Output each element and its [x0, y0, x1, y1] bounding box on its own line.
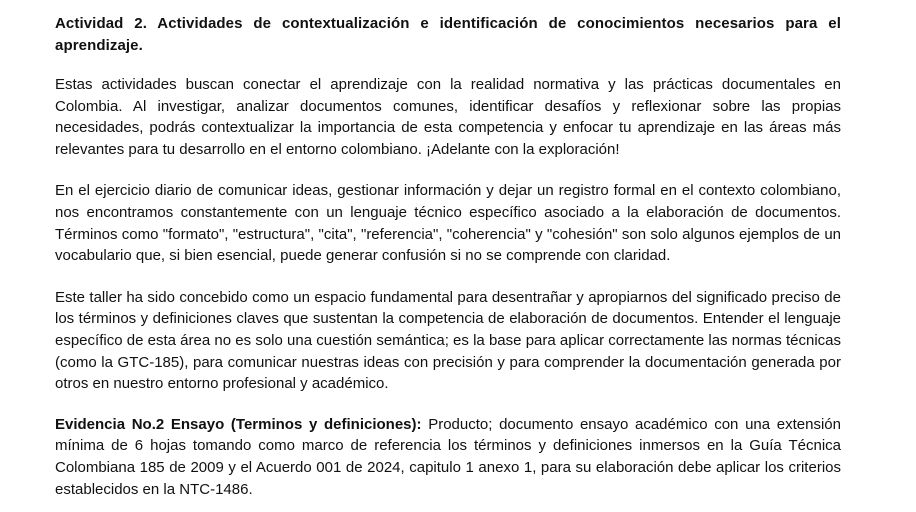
activity-heading: Actividad 2. Actividades de contextualización e identificación de conocimientos necesarios para el aprendizaje. [55, 15, 841, 54]
context-paragraph: En el ejercicio diario de comunicar ideas, gestionar información y dejar un registro formal en el contexto colombiano, nos encontramos constantemente con un lenguaje técnico específico asociado a la elaboración de documentos. Términos como "formato", "estructura", "cita", "referencia", "coherencia" y "cohesión" son solo algunos ejemplos de un vocabulario que, si bien esencial, puede generar confusión si no se comprende con claridad. [55, 182, 841, 265]
workshop-paragraph: Este taller ha sido concebido como un espacio fundamental para desentrañar y apropiarnos del significado preciso de los términos y definiciones claves que sustentan la competencia de elaboración de documentos. Entender el lenguaje específico de esta área no es solo una cuestión semántica; es la base para aplicar correctamente las normas técnicas (como la GTC-185), para comunicar nuestras ideas con precisión y para comprender la documentación generada por otros en nuestro entorno profesional y académico. [55, 288, 841, 393]
evidence-paragraph [55, 414, 841, 500]
document-page [55, 13, 841, 500]
intro-paragraph: Estas actividades buscan conectar el aprendizaje con la realidad normativa y las prácticas documentales en Colombia. Al investigar, analizar documentos comunes, identificar desafíos y reflexionar sobre las propias necesidades, podrás contextualizar la importancia de esta competencia y enfocar tu aprendizaje en las áreas más relevantes para tu desarrollo en el entorno colombiano. ¡Adelante con la exploración! [55, 76, 841, 158]
evidence-label: Evidencia No.2 Ensayo (Terminos y definiciones): [55, 415, 422, 433]
evidence-text: Producto; documento ensayo académico con una extensión mínima de 6 hojas tomando como marco de referencia los términos y definiciones inmersos en la Guía Técnica Colombiana 185 de 2009 y el Acuerdo 001 de 2024, capitulo 1 anexo 1, para su elaboración debe aplicar los criterios establecidos en la NTC-1486. [55, 415, 841, 498]
